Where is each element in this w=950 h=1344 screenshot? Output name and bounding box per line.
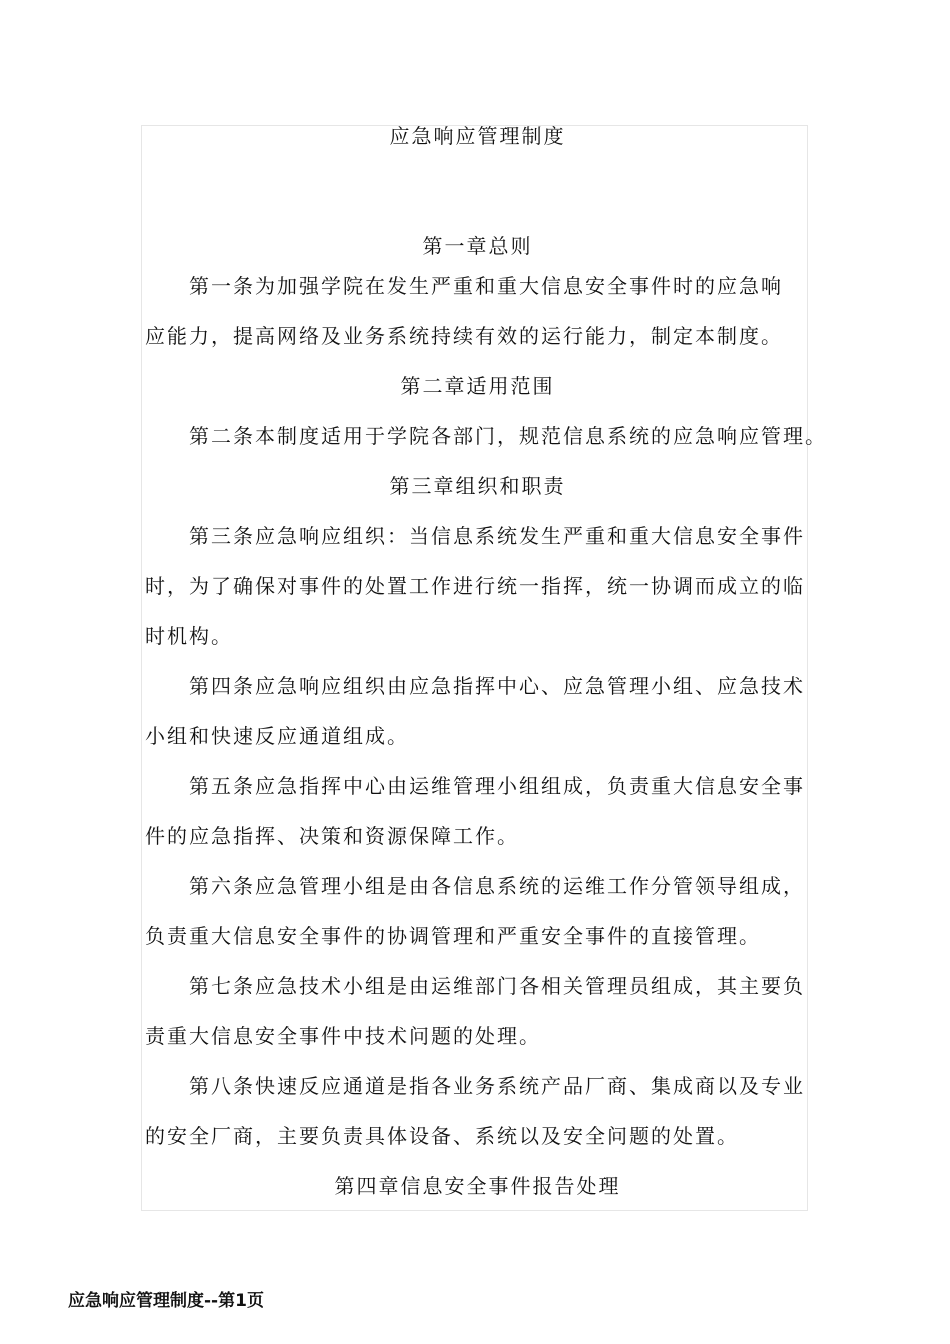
chapter-4-heading: 第四章信息安全事件报告处理 [334,1174,621,1198]
document-title: 应急响应管理制度 [389,124,566,148]
article-3-line-2: 时，为了确保对事件的处置工作进行统一指挥，统一协调而成立的临 [145,574,805,598]
article-7-line-1: 第七条应急技术小组是由运维部门各相关管理员组成，其主要负 [189,974,805,998]
page-footer: 应急响应管理制度--第1页 [68,1291,264,1311]
article-4-line-1: 第四条应急响应组织由应急指挥中心、应急管理小组、应急技术 [189,674,805,698]
chapter-3-heading: 第三章组织和职责 [389,474,566,498]
article-7-line-2: 责重大信息安全事件中技术问题的处理。 [145,1024,541,1048]
article-8-line-1: 第八条快速反应通道是指各业务系统产品厂商、集成商以及专业 [189,1074,805,1098]
article-1-line-1: 第一条为加强学院在发生严重和重大信息安全事件时的应急响 [189,274,783,298]
article-3-line-1: 第三条应急响应组织：当信息系统发生严重和重大信息安全事件 [189,524,805,548]
article-1-line-2: 应能力，提高网络及业务系统持续有效的运行能力，制定本制度。 [145,324,783,348]
article-5-line-1: 第五条应急指挥中心由运维管理小组组成，负责重大信息安全事 [189,774,805,798]
article-8-line-2: 的安全厂商，主要负责具体设备、系统以及安全问题的处置。 [145,1124,739,1148]
article-6-line-1: 第六条应急管理小组是由各信息系统的运维工作分管领导组成， [189,874,805,898]
article-6-line-2: 负责重大信息安全事件的协调管理和严重安全事件的直接管理。 [145,924,761,948]
article-2-line-1: 第二条本制度适用于学院各部门，规范信息系统的应急响应管理。 [189,424,827,448]
article-5-line-2: 件的应急指挥、决策和资源保障工作。 [145,824,519,848]
article-3-line-3: 时机构。 [145,624,233,648]
article-4-line-2: 小组和快速反应通道组成。 [145,724,409,748]
chapter-1-heading: 第一章总则 [422,234,533,258]
chapter-2-heading: 第二章适用范围 [400,374,555,398]
